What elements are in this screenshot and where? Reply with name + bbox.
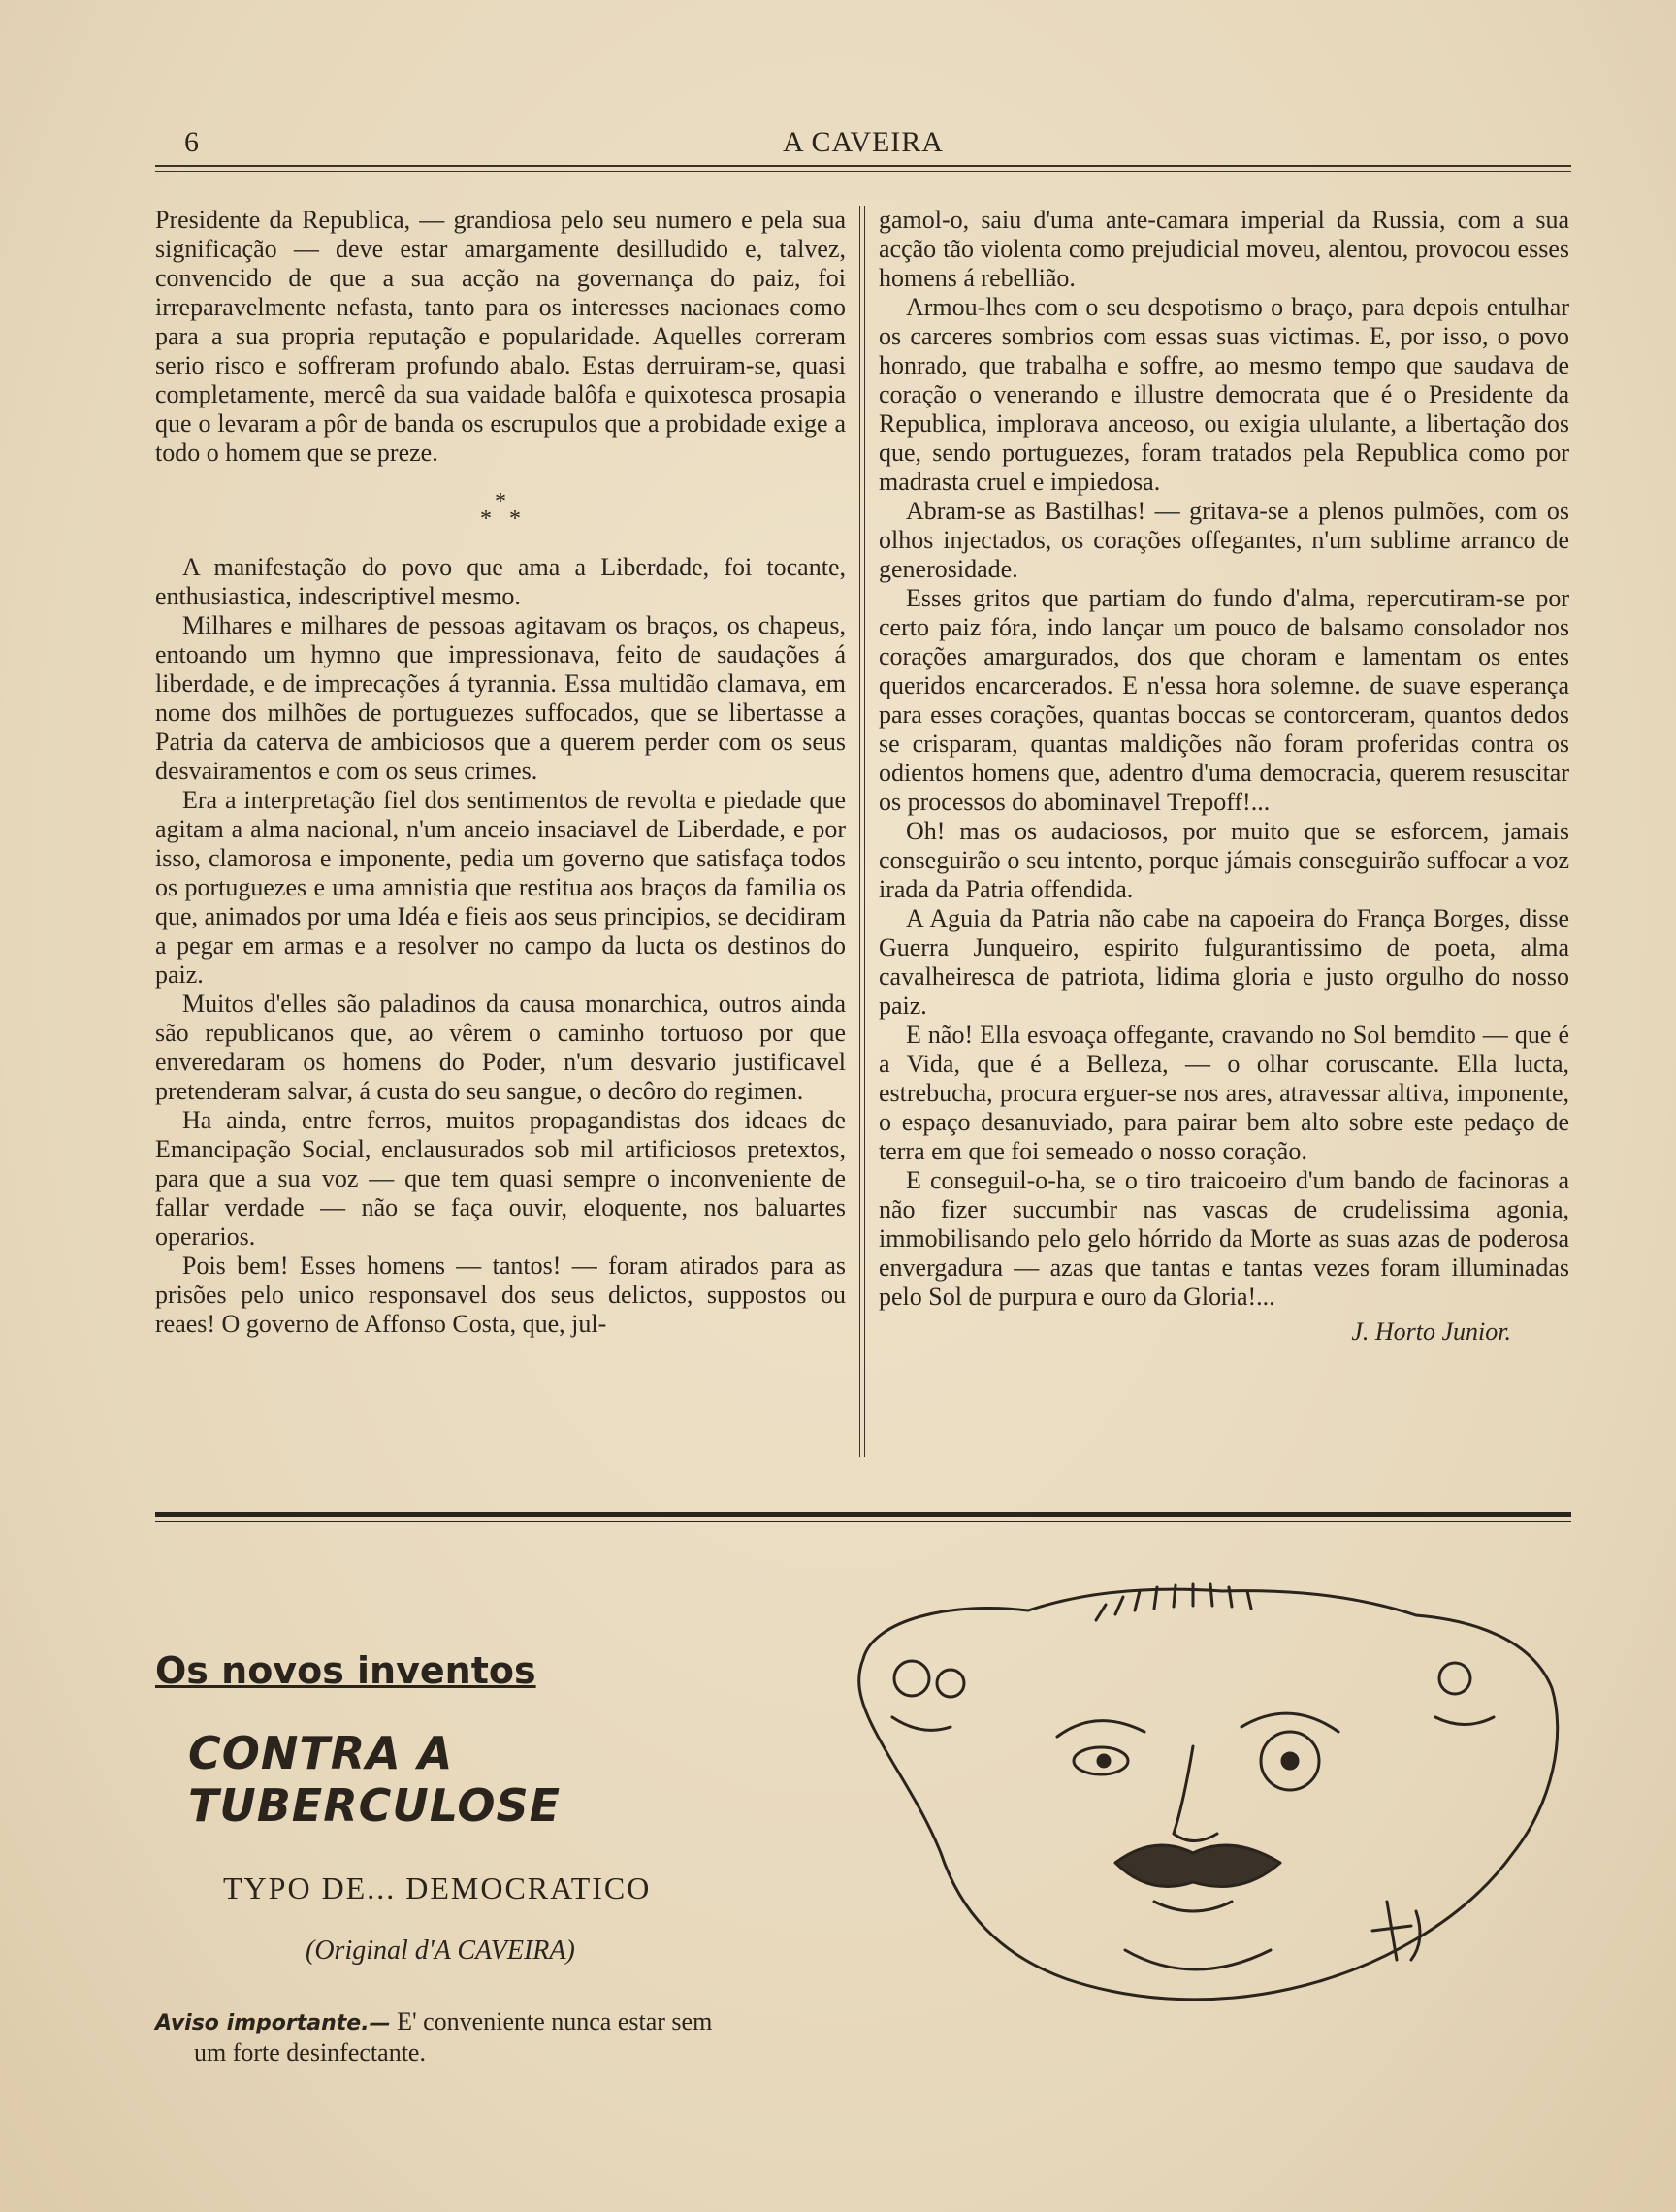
section-rule-thin — [155, 1521, 1571, 1522]
paragraph: Era a interpretação fiel dos sentimentos de revolta e piedade que agitam a alma nacional, n'um anceio insaciavel de Liberdade, e por isso, clamorosa e imponente, pedia um governo que satisfaça todos os portuguezes e uma amnistia que restitua aos braços da familia os que, animados por uma Idéa e fieis aos seus principios, se decidiram a pegar em armas e a resolver no campo da lucta os destinos do paiz. — [155, 786, 846, 989]
paragraph: Armou-lhes com o seu despotismo o braço, para depois entulhar os carceres sombrios com essas suas victimas. E, por isso, o povo honrado, que trabalha e soffre, ao mesmo tempo que saudava de coração o venerando e illustre democrata que é o Presidente da Republica, implorava anceoso, ou exigia ululante, a libertação dos que, sendo portuguezes, foram tratados pela Republica como por madrasta cruel e impiedosa. — [879, 293, 1569, 496]
paragraph: Muitos d'elles são paladinos da causa monarchica, outros ainda são republicanos que, ao vêrem o caminho tortuoso por que enveredaram os homens do Poder, n'um desvario justificavel pretenderam salvar, á custa do seu sangue, o decôro do regimen. — [155, 990, 846, 1105]
paragraph: E conseguil-o-ha, se o tiro traicoeiro d'um bando de facinoras a não fizer succumbir nas vascas de crudelissima agonia, immobilisando pelo gelo hórrido da Morte as suas azas de poderosa envergadura — azas que tantas e tantas vezes foram illuminadas pelo Sol de purpura e ouro da Gloria!... — [879, 1166, 1569, 1311]
paragraph: Pois bem! Esses homens — tantos! — foram atirados para as prisões pelo unico responsavel dos seus delictos, suppostos ou reaes! O governo de Affonso Costa, que, jul- — [155, 1252, 846, 1338]
advertisement — [155, 1649, 815, 2067]
ad-headline: Os novos inventos — [155, 1649, 536, 1692]
paragraph: E não! Ella esvoaça offegante, cravando no Sol bemdito — que é a Vida, que é a Belleza, — o olhar coruscante. Ella lucta, estrebucha, procura erguer-se nos ares, atravessar altiva, imponente, o espaço desanuviado, para pairar bem alto sobre este pedaço de terra em que foi semeado o nosso coração. — [879, 1021, 1569, 1165]
ad-subtitle: TYPO DE... DEMOCRATICO — [223, 1870, 652, 1905]
paragraph: A manifestação do povo que ama a Liberdade, foi tocante, enthusiastica, indescriptivel mesmo. — [155, 553, 846, 610]
header-rule-thin — [155, 171, 1571, 172]
paragraph: Ha ainda, entre ferros, muitos propagandistas dos ideaes de Emancipação Social, enclausurados sob mil artificiosos pretextos, para que a sua voz — que tem quasi sempre o inconveniente de fallar verdade — não se faça ouvir, eloquente, nos baluartes operarios. — [155, 1106, 846, 1251]
right-column — [879, 206, 1569, 1347]
asterism-star: * — [480, 506, 492, 532]
ad-title: CONTRA A TUBERCULOSE — [188, 1727, 562, 1832]
paragraph: Abram-se as Bastilhas! — gritava-se a plenos pulmões, com os olhos injectados, os corações offegantes, n'um sublime arranco de generosidade. — [879, 497, 1569, 583]
asterism — [155, 489, 846, 532]
paragraph: Oh! mas os audaciosos, por muito que se esforcem, jamais conseguirão o seu intento, porque jámais conseguirão suffocar a voz irada da Patria offendida. — [879, 817, 1569, 903]
page-number: 6 — [184, 126, 199, 158]
ad-credit: (Original d'A CAVEIRA) — [306, 1936, 575, 1966]
column-divider — [859, 206, 865, 1457]
asterism-star: * — [495, 489, 506, 514]
page-header — [155, 126, 1571, 165]
caricature-drawing — [834, 1581, 1571, 2018]
paragraph: Esses gritos que partiam do fundo d'alma, repercutiram-se por certo paiz fóra, indo lançar um pouco de balsamo consolador nos corações amargurados, dos que choram e lamentam os entes queridos encarcerados. E n'essa hora solemne. de suave esperança para esses corações, quantas boccas se contorceram, quantos dedos se crisparam, quantas maldições não foram proferidas contra os odientos homens que, adentro d'uma democracia, querem resuscitar os processos do abominavel Trepoff!... — [879, 584, 1569, 816]
left-column — [155, 206, 846, 1339]
header-rule — [155, 165, 1571, 167]
ad-notice — [155, 2007, 776, 2067]
author-signature: J. Horto Junior. — [1351, 1317, 1511, 1346]
asterism-star: * — [509, 506, 521, 532]
running-title: A CAVEIRA — [783, 126, 944, 158]
section-rule — [155, 1512, 1571, 1517]
notice-label: Aviso importante.— — [155, 2011, 391, 2035]
notice-text: E' conveniente nunca estar sem — [397, 2007, 713, 2035]
paragraph: A Aguia da Patria não cabe na capoeira do França Borges, disse Guerra Junqueiro, espirito fulgurantissimo de poeta, alma cavalheiresca de patriota, lidima gloria e justo orgulho do nosso paiz. — [879, 904, 1569, 1020]
paragraph: Presidente da Republica, — grandiosa pelo seu numero e pela sua significação — deve estar amargamente desilludido e, talvez, convencido de que a sua acção na governança do paiz, foi irreparavelmente nefasta, tanto para os interesses nacionaes como para a sua propria reputação e popularidade. Aquelles correram serio risco e soffreram profundo abalo. Estas derruiram-se, quasi completamente, mercê da sua vaidade balôfa e quixotesca prosapia que o levaram a pôr de banda os escrupulos que a probidade exige a todo o homem que se preze. — [155, 206, 846, 467]
paragraph: gamol-o, saiu d'uma ante-camara imperial da Russia, com a sua acção tão violenta como prejudicial moveu, alentou, provocou esses homens á rebellião. — [879, 206, 1569, 292]
notice-text-line2: um forte desinfectante. — [194, 2038, 426, 2066]
paragraph: Milhares e milhares de pessoas agitavam os braços, os chapeus, entoando um hymno que impressionava, feito de saudações á liberdade, e de imprecações á tyrannia. Essa multidão clamava, em nome dos milhões de portuguezes suffocados, que se libertasse a Patria da caterva de ambiciosos que a querem perder com os seus desvairamentos e com os seus crimes. — [155, 611, 846, 785]
